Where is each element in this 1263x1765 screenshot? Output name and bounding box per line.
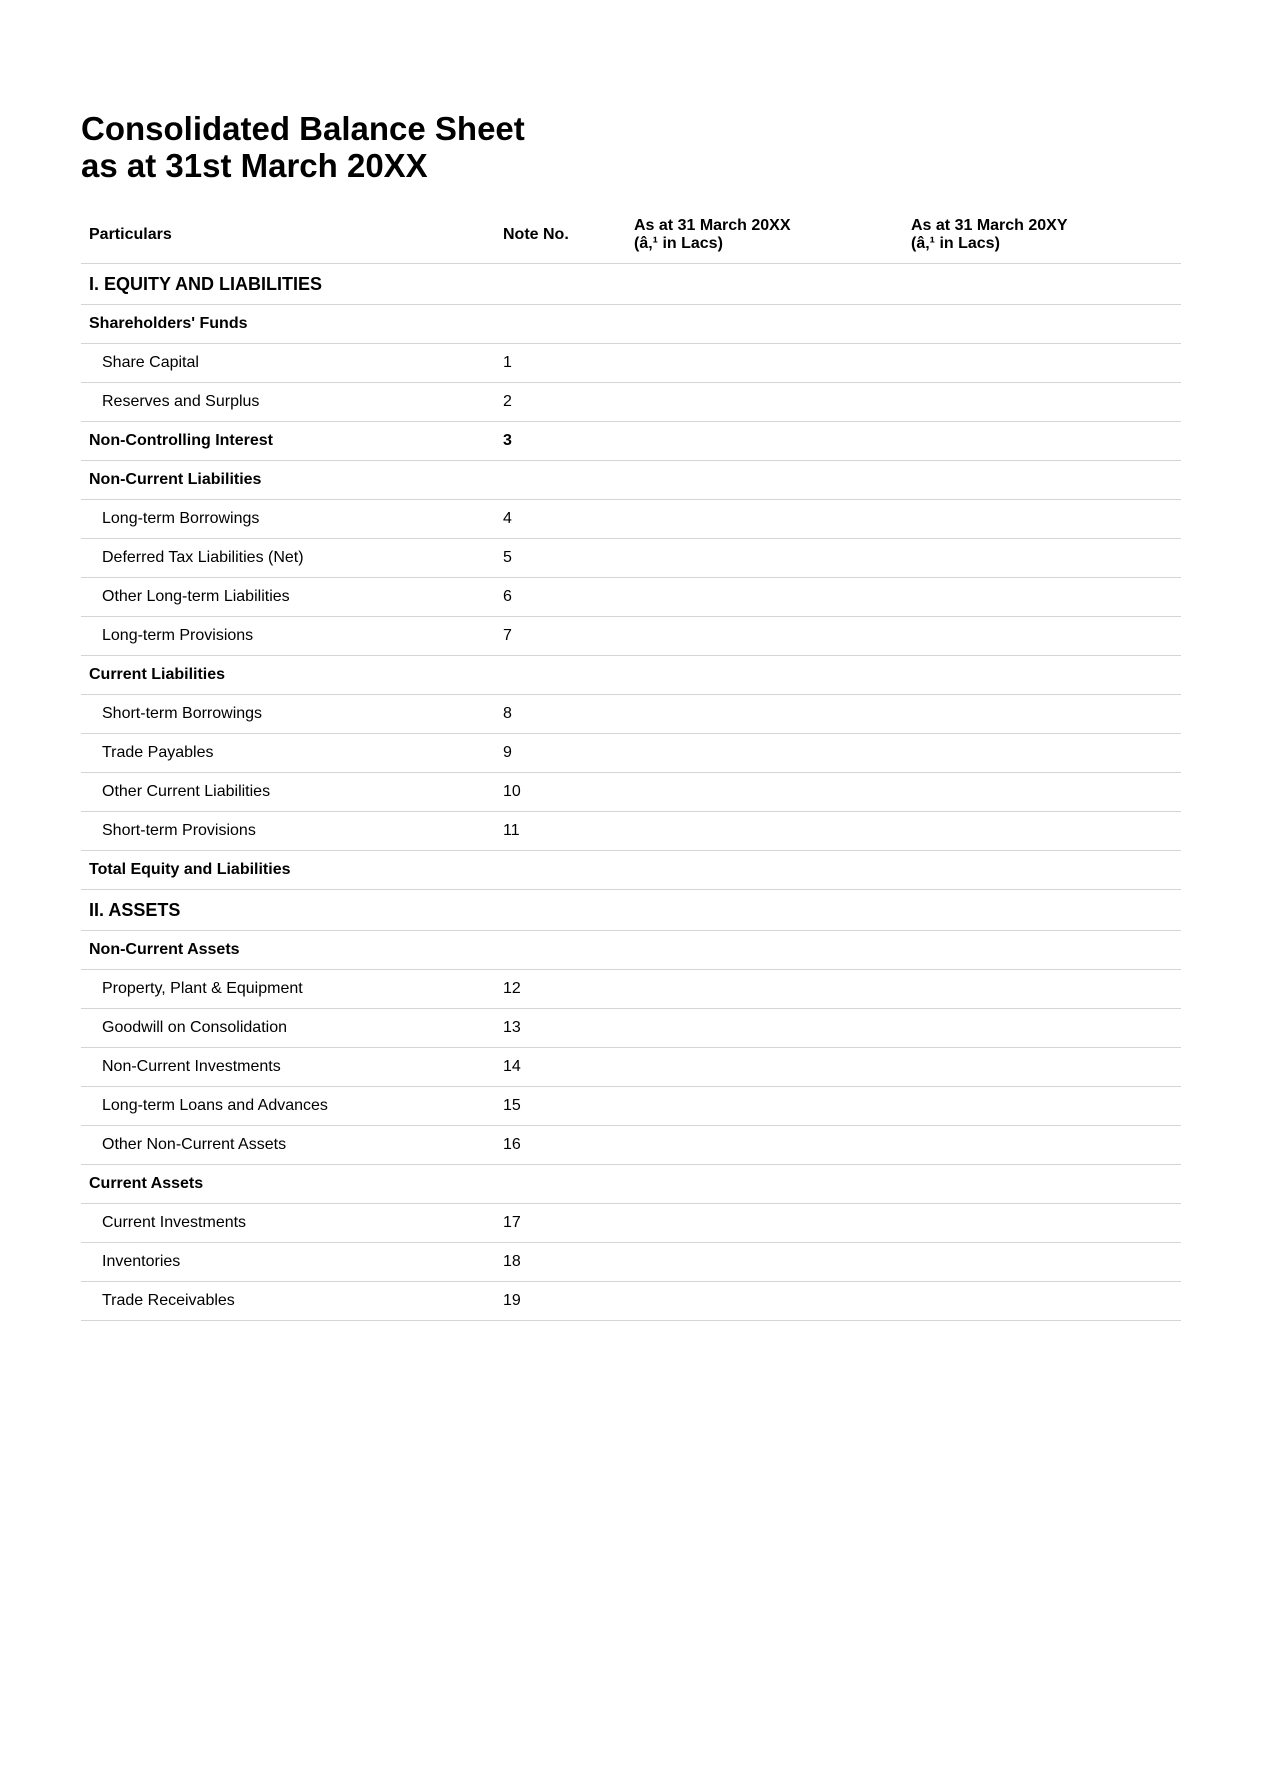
row-note-no: 14 [495, 1048, 626, 1087]
row-current-year-value [626, 305, 903, 344]
row-particulars: Other Long-term Liabilities [81, 578, 495, 617]
row-current-year-value [626, 1048, 903, 1087]
table-row-item [81, 1204, 1181, 1243]
row-current-year-value [626, 422, 903, 461]
row-particulars: II. ASSETS [81, 890, 495, 931]
table-row-group [81, 656, 1181, 695]
row-current-year-value [626, 539, 903, 578]
row-particulars: Share Capital [81, 344, 495, 383]
header-particulars-label: Particulars [89, 225, 172, 243]
row-previous-year-value [903, 1282, 1181, 1321]
table-row-group [81, 461, 1181, 500]
row-current-year-value [626, 383, 903, 422]
row-particulars: Current Liabilities [81, 656, 495, 695]
row-previous-year-value [903, 890, 1181, 931]
row-particulars: Short-term Borrowings [81, 695, 495, 734]
row-note-no: 11 [495, 812, 626, 851]
table-row-item [81, 734, 1181, 773]
row-current-year-value [626, 500, 903, 539]
row-note-no: 3 [495, 422, 626, 461]
header-previous-year [903, 207, 1181, 264]
row-current-year-value [626, 1165, 903, 1204]
row-previous-year-value [903, 1009, 1181, 1048]
row-previous-year-value [903, 773, 1181, 812]
row-particulars: Non-Current Investments [81, 1048, 495, 1087]
row-previous-year-value [903, 1204, 1181, 1243]
header-note-no [495, 207, 626, 264]
row-previous-year-value [903, 931, 1181, 970]
row-note-no: 1 [495, 344, 626, 383]
row-current-year-value [626, 578, 903, 617]
balance-sheet-table-container [81, 207, 1181, 1309]
row-current-year-value [626, 656, 903, 695]
row-particulars: Trade Payables [81, 734, 495, 773]
header-current-year [626, 207, 903, 264]
row-previous-year-value [903, 578, 1181, 617]
row-particulars: Trade Receivables [81, 1282, 495, 1321]
row-previous-year-value [903, 851, 1181, 890]
row-previous-year-value [903, 264, 1181, 305]
row-previous-year-value [903, 500, 1181, 539]
row-particulars: Other Non-Current Assets [81, 1126, 495, 1165]
row-current-year-value [626, 1087, 903, 1126]
row-current-year-value [626, 1009, 903, 1048]
row-previous-year-value [903, 1165, 1181, 1204]
page-title [81, 110, 525, 184]
table-row-item [81, 578, 1181, 617]
row-note-no: 12 [495, 970, 626, 1009]
header-current-year-unit: (â‚¹ in Lacs) [634, 234, 723, 252]
row-note-no: 13 [495, 1009, 626, 1048]
row-note-no: 18 [495, 1243, 626, 1282]
row-note-no [495, 305, 626, 344]
row-current-year-value [626, 931, 903, 970]
table-header [81, 207, 1181, 264]
row-current-year-value [626, 617, 903, 656]
row-particulars: Reserves and Surplus [81, 383, 495, 422]
table-row-item [81, 1126, 1181, 1165]
header-note-no-label: Note No. [503, 225, 569, 243]
row-previous-year-value [903, 344, 1181, 383]
page-title-line-2: as at 31st March 20XX [81, 147, 428, 184]
row-note-no [495, 931, 626, 970]
row-note-no: 17 [495, 1204, 626, 1243]
header-previous-year-date: As at 31 March 20XY [911, 216, 1068, 234]
row-note-no [495, 890, 626, 931]
row-current-year-value [626, 890, 903, 931]
row-note-no: 4 [495, 500, 626, 539]
row-current-year-value [626, 734, 903, 773]
row-particulars: Non-Controlling Interest [81, 422, 495, 461]
row-note-no [495, 851, 626, 890]
row-previous-year-value [903, 305, 1181, 344]
table-row-group [81, 931, 1181, 970]
table-row-group [81, 305, 1181, 344]
row-particulars: Goodwill on Consolidation [81, 1009, 495, 1048]
row-particulars: Current Investments [81, 1204, 495, 1243]
row-particulars: Non-Current Assets [81, 931, 495, 970]
row-particulars: Long-term Provisions [81, 617, 495, 656]
table-row-item [81, 970, 1181, 1009]
row-note-no [495, 461, 626, 500]
row-previous-year-value [903, 461, 1181, 500]
row-current-year-value [626, 812, 903, 851]
table-row-item [81, 773, 1181, 812]
row-note-no [495, 264, 626, 305]
row-note-no: 6 [495, 578, 626, 617]
row-previous-year-value [903, 1126, 1181, 1165]
row-previous-year-value [903, 970, 1181, 1009]
row-previous-year-value [903, 656, 1181, 695]
row-particulars: Non-Current Liabilities [81, 461, 495, 500]
row-current-year-value [626, 344, 903, 383]
row-particulars: Total Equity and Liabilities [81, 851, 495, 890]
page-title-line-1: Consolidated Balance Sheet [81, 110, 525, 147]
table-row-item [81, 383, 1181, 422]
row-particulars: Short-term Provisions [81, 812, 495, 851]
row-note-no: 7 [495, 617, 626, 656]
header-particulars [81, 207, 495, 264]
row-current-year-value [626, 1126, 903, 1165]
row-current-year-value [626, 695, 903, 734]
row-particulars: Long-term Loans and Advances [81, 1087, 495, 1126]
row-current-year-value [626, 773, 903, 812]
row-note-no [495, 656, 626, 695]
table-row-item [81, 344, 1181, 383]
row-current-year-value [626, 851, 903, 890]
table-row-item [81, 1087, 1181, 1126]
table-row-section [81, 264, 1181, 305]
row-note-no: 8 [495, 695, 626, 734]
table-row-group [81, 1165, 1181, 1204]
row-note-no: 5 [495, 539, 626, 578]
row-particulars: Property, Plant & Equipment [81, 970, 495, 1009]
row-note-no [495, 1165, 626, 1204]
row-current-year-value [626, 1243, 903, 1282]
table-row-item [81, 1009, 1181, 1048]
row-previous-year-value [903, 1048, 1181, 1087]
table-body [81, 264, 1181, 1321]
row-note-no: 16 [495, 1126, 626, 1165]
table-row-section [81, 890, 1181, 931]
row-previous-year-value [903, 1087, 1181, 1126]
row-particulars: Shareholders' Funds [81, 305, 495, 344]
balance-sheet-table [81, 207, 1181, 1321]
row-particulars: Current Assets [81, 1165, 495, 1204]
table-row-item [81, 539, 1181, 578]
row-previous-year-value [903, 383, 1181, 422]
row-note-no: 19 [495, 1282, 626, 1321]
row-particulars: Other Current Liabilities [81, 773, 495, 812]
table-row-item [81, 1048, 1181, 1087]
row-previous-year-value [903, 734, 1181, 773]
table-row-group [81, 422, 1181, 461]
table-row-item [81, 500, 1181, 539]
row-previous-year-value [903, 812, 1181, 851]
row-particulars: Inventories [81, 1243, 495, 1282]
row-particulars: Long-term Borrowings [81, 500, 495, 539]
table-row-item [81, 695, 1181, 734]
row-note-no: 2 [495, 383, 626, 422]
row-current-year-value [626, 1282, 903, 1321]
row-current-year-value [626, 461, 903, 500]
row-current-year-value [626, 970, 903, 1009]
row-note-no: 15 [495, 1087, 626, 1126]
row-current-year-value [626, 264, 903, 305]
table-row-item [81, 1243, 1181, 1282]
row-previous-year-value [903, 539, 1181, 578]
row-previous-year-value [903, 695, 1181, 734]
row-note-no: 10 [495, 773, 626, 812]
row-previous-year-value [903, 422, 1181, 461]
row-previous-year-value [903, 617, 1181, 656]
row-particulars: I. EQUITY AND LIABILITIES [81, 264, 495, 305]
table-header-row [81, 207, 1181, 264]
table-row-item [81, 1282, 1181, 1321]
table-row-item [81, 812, 1181, 851]
header-current-year-date: As at 31 March 20XX [634, 216, 791, 234]
header-previous-year-unit: (â‚¹ in Lacs) [911, 234, 1000, 252]
row-note-no: 9 [495, 734, 626, 773]
row-previous-year-value [903, 1243, 1181, 1282]
row-current-year-value [626, 1204, 903, 1243]
table-row-item [81, 617, 1181, 656]
row-particulars: Deferred Tax Liabilities (Net) [81, 539, 495, 578]
table-row-group [81, 851, 1181, 890]
